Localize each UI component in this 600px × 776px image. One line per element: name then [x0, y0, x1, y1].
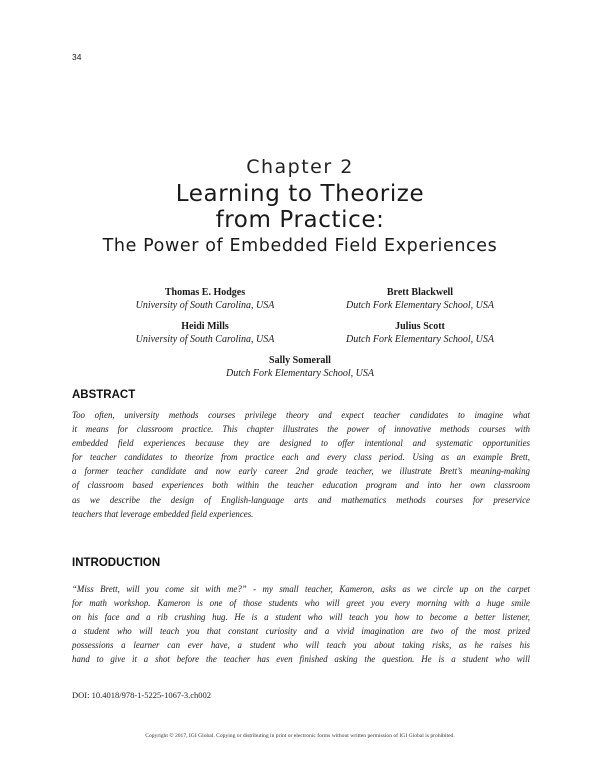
chapter-title-line-1: Learning to Theorize [175, 181, 425, 207]
introduction-line: possessions a learner can ever have, a student who will teach you about taking risks, as he raises his [72, 640, 530, 651]
author-affiliation: Dutch Fork Elementary School, USA [345, 334, 495, 345]
author-name: Thomas E. Hodges [164, 287, 246, 298]
author-block [180, 354, 420, 380]
author-name: Heidi Mills [181, 321, 229, 332]
introduction-line: “Miss Brett, will you come sit with me?” - my small teacher, Kameron, asks as we circle up on the carpet [72, 584, 530, 594]
doi: DOI: 10.4018/978-1-5225-1067-3.ch002 [72, 690, 212, 700]
chapter-subtitle: The Power of Embedded Field Experiences [102, 236, 498, 256]
author-affiliation: Dutch Fork Elementary School, USA [345, 300, 495, 311]
introduction-heading: INTRODUCTION [72, 557, 161, 569]
author-block [105, 320, 305, 346]
page-number: 34 [72, 52, 82, 62]
chapter-label: Chapter 2 [246, 156, 354, 178]
abstract-line: a former teacher candidate and now early career 2nd grade teacher, we illustrate Brett’s meaning-making [72, 466, 530, 477]
author-affiliation: Dutch Fork Elementary School, USA [225, 368, 375, 379]
introduction-line: a student who will teach you that constant curiosity and a vivid imagination are two of the most prized [72, 626, 530, 637]
introduction-line: for math workshop. Kameron is one of those students who will greet you every morning with a huge smile [72, 598, 530, 609]
abstract-heading: ABSTRACT [72, 389, 136, 401]
author-name: Sally Somerall [269, 355, 331, 366]
author-block [300, 320, 540, 346]
author-name: Julius Scott [395, 321, 445, 332]
abstract-line: teachers that leverage embedded field experiences. [72, 508, 254, 519]
abstract-line: embedded field experiences because they are designed to offer intentional and systematic opportunities [72, 438, 530, 449]
abstract-line: of classroom based experiences both within the teacher education program and into her own classroom [72, 480, 530, 491]
abstract-text [72, 408, 530, 521]
author-affiliation: University of South Carolina, USA [135, 334, 275, 345]
chapter-title-line-2: from Practice: [215, 207, 385, 233]
author-block [300, 286, 540, 312]
introduction-text [72, 582, 530, 667]
abstract-line: as we describe the design of English-language arts and mathematics methods courses for preservice [72, 494, 530, 505]
author-affiliation: University of South Carolina, USA [135, 300, 275, 311]
introduction-line: on his face and a rib crushing hug. He is a student who will teach you how to become a better listener, [72, 612, 530, 623]
author-block [105, 286, 305, 312]
abstract-line: Too often, university methods courses privilege theory and expect teacher candidates to imagine what [72, 410, 530, 420]
abstract-line: it means for classroom practice. This chapter illustrates the power of innovative methods courses with [72, 424, 530, 435]
author-name: Brett Blackwell [386, 287, 454, 298]
copyright-notice: Copyright © 2017, IGI Global. Copying or distributing in print or electronic forms without written permission of IGI Global is prohibited. [145, 733, 455, 739]
introduction-line: hand to give it a shot before the teacher has even finished asking the question. He is a student who will [72, 654, 530, 665]
abstract-line: for teacher candidates to theorize from practice each and every class period. Using as an example Brett, [72, 452, 530, 463]
